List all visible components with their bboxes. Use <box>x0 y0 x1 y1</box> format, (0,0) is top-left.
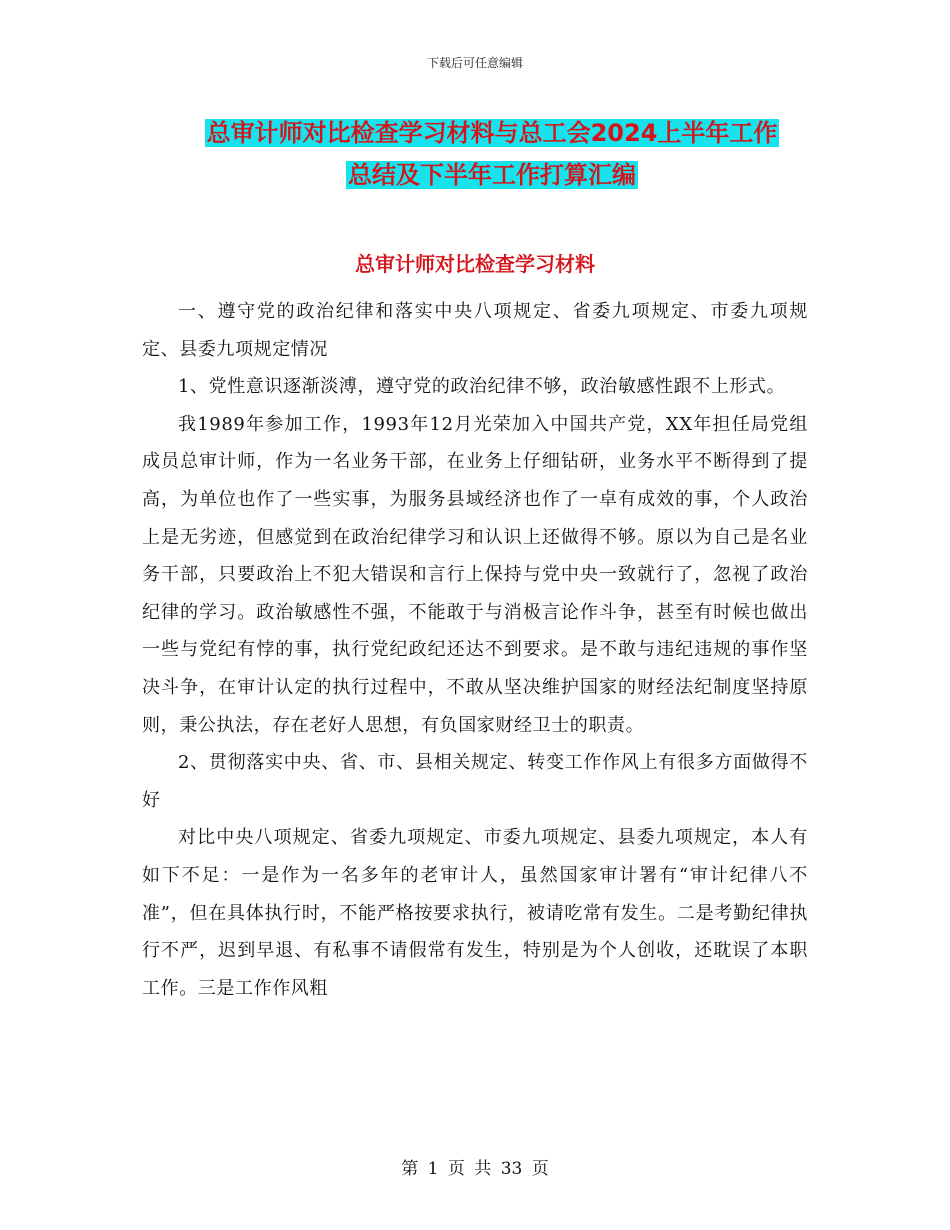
paragraph: 对比中央八项规定、省委九项规定、市委九项规定、县委九项规定，本人有如下不足：一是作为一名多年的老审计人，虽然国家审计署有“审计纪律八不准”，但在具体执行时，不能严格按要求执行，被请吃常有发生。二是考勤纪律执行不严，迟到早退、有私事不请假常有发生，特别是为个人创收，还耽误了本职工作。三是工作作风粗 <box>142 827 808 999</box>
page-number: 第 1 页 共 33 页 <box>401 1159 549 1179</box>
document-body <box>142 293 808 1007</box>
title-line-1: 总审计师对比检查学习材料与总工会2024上半年工作 <box>206 119 778 147</box>
title-line-2: 总结及下半年工作打算汇编 <box>348 161 636 189</box>
paragraph: 2、贯彻落实中央、省、市、县相关规定、转变工作作风上有很多方面做得不好 <box>142 752 808 811</box>
document-title <box>142 112 842 196</box>
paragraph: 我1989年参加工作，1993年12月光荣加入中国共产党，XX年担任局党组成员总审计师，作为一名业务干部，在业务上仔细钻研，业务水平不断得到了提高，为单位也作了一些实事，为服务县域经济也作了一卓有成效的事，个人政治上是无劣迹，但感觉到在政治纪律学习和认识上还做得不够。原以为自己是名业务干部，只要政治上不犯大错误和言行上保持与党中央一致就行了，忽视了政治纪律的学习。政治敏感性不强，不能敢于与消极言论作斗争，甚至有时候也做出一些与党纪有悖的事，执行党纪政纪还达不到要求。是不敢与违纪违规的事作坚决斗争，在审计认定的执行过程中，不敢从坚决维护国家的财经法纪制度坚持原则，秉公执法，存在老好人思想，有负国家财经卫士的职责。 <box>142 413 808 736</box>
paragraph: 1、党性意识逐渐淡溥，遵守党的政治纪律不够，政治敏感性跟不上形式。 <box>178 376 786 398</box>
page-header-note: 下载后可任意编辑 <box>426 56 523 70</box>
paragraph: 一、遵守党的政治纪律和落实中央八项规定、省委九项规定、市委九项规定、县委九项规定情况 <box>142 301 808 360</box>
section-subtitle: 总审计师对比检查学习材料 <box>355 252 595 276</box>
